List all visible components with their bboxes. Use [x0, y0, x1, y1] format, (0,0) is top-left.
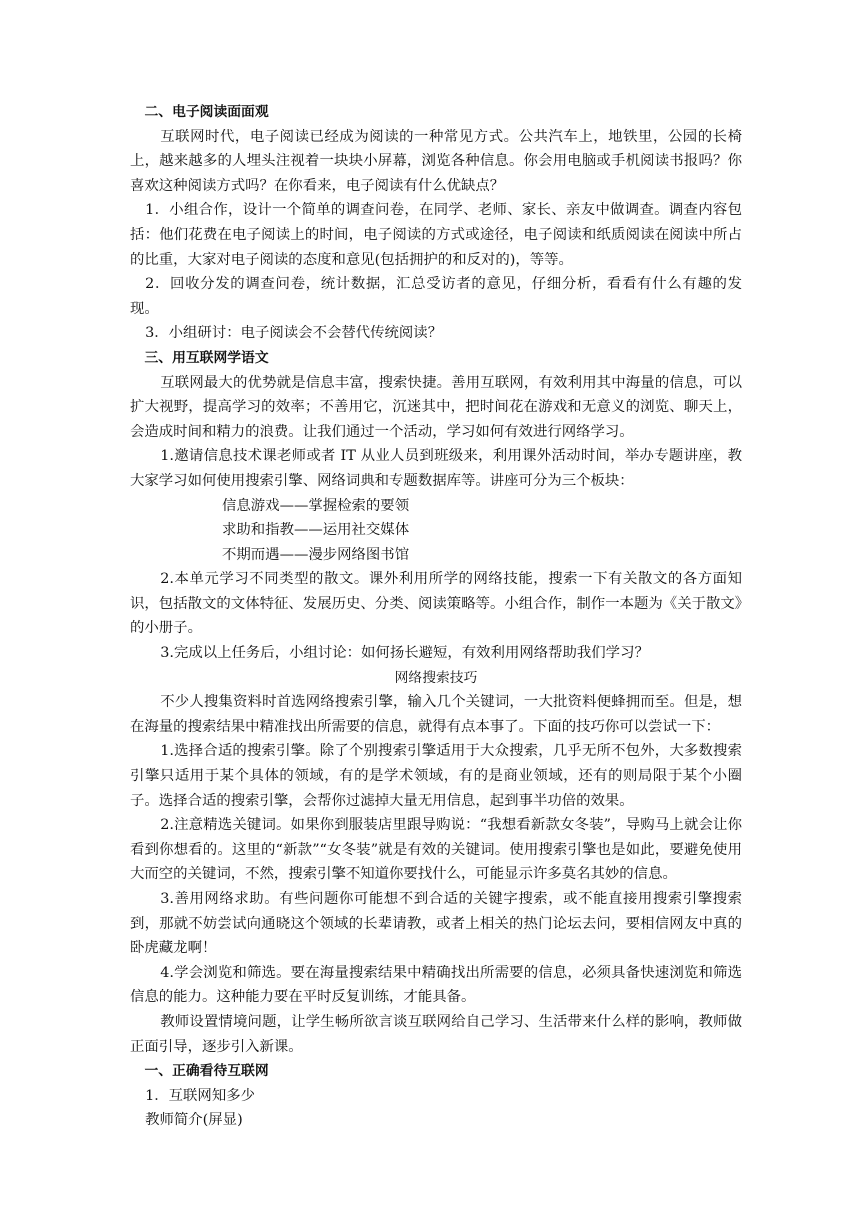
tip-1: 1.选择合适的搜索引擎。除了个别搜索引擎适用于大众搜索，几乎无所不包外，大多数搜索引擎只适用于某个具体的领域，有的是学术领域，有的是商业领域，还有的则局限于某个小圈子。选择合适的搜索引擎，会帮你过滤掉大量无用信息，起到事半功倍的效果。 [130, 743, 742, 809]
section1-sub: 1．互联网知多少 [145, 1087, 256, 1104]
tip-4: 4.学会浏览和筛选。要在海量搜索结果中精确找出所需要的信息，必须具备快速浏览和筛选信息的能力。这种能力要在平时反复训练，才能具备。 [130, 964, 742, 1006]
section3-heading: 三、用互联网学语文 [144, 349, 269, 366]
section3-item3: 3.完成以上任务后，小组讨论：如何扬长避短，有效利用网络帮助我们学习？ [160, 645, 649, 662]
tips-intro: 不少人搜集资料时首选网络搜索引擎，输入几个关键词，一大批资料便蜂拥而至。但是，想在海量的搜索结果中精准找出所需要的信息，就得有点本事了。下面的技巧你可以尝试一下： [130, 694, 742, 735]
tips-title: 网络搜索技巧 [394, 669, 478, 686]
section3-item1: 1.邀请信息技术课老师或者 IT 从业人员到班级来，利用课外活动时间，举办专题讲座，教大家学习如何使用搜索引擎、网络词典和专题数据库等。讲座可分为三个板块： [130, 448, 742, 489]
section1-line: 教师简介(屏显) [145, 1112, 243, 1129]
teacher-note: 教师设置情境问题，让学生畅所欲言谈互联网给自己学习、生活带来什么样的影响，教师做正面引导，逐步引入新课。 [130, 1013, 742, 1055]
section3-item2: 2.本单元学习不同类型的散文。课外利用所学的网络技能，搜索一下有关散文的各方面知识，包括散文的文体特征、发展历史、分类、阅读策略等。小组合作，制作一本题为《关于散文》的小册子。 [130, 571, 742, 637]
tip-3: 3.善用网络求助。有些问题你可能想不到合适的关键字搜索，或不能直接用搜索引擎搜索到，那就不妨尝试向通晓这个领域的长辈请教，或者上相关的热门论坛去问，要相信网友中真的卧虎藏龙啊！ [130, 891, 742, 957]
document-page [130, 100, 742, 1133]
board-item: 不期而遇——漫步网络图书馆 [222, 546, 410, 563]
section2-item3: 3．小组研讨：电子阅读会不会替代传统阅读？ [145, 325, 443, 342]
tip-2: 2.注意精选关键词。如果你到服装店里跟导购说：“我想看新款女冬装”，导购马上就会让你看到你想看的。这里的“新款”“女冬装”就是有效的关键词。使用搜索引擎也是如此，要避免使用大而空的关键词，不然，搜索引擎不知道你要找什么，可能显示许多莫名其妙的信息。 [130, 817, 742, 883]
section2-heading: 二、电子阅读面面观 [144, 104, 269, 120]
section2-item1: 1．小组合作，设计一个简单的调查问卷，在同学、老师、家长、亲友中做调查。调查内容包括：他们花费在电子阅读上的时间，电子阅读的方式或途径，电子阅读和纸质阅读在阅读中所占的比重，大家对电子阅读的态度和意见(包括拥护的和反对的)，等等。 [130, 202, 742, 268]
section3-intro: 互联网最大的优势就是信息丰富，搜索快捷。善用互联网，有效利用其中海量的信息，可以扩大视野，提高学习的效率；不善用它，沉迷其中，把时间花在游戏和无意义的浏览、聊天上，会造成时间和精力的浪费。让我们通过一个活动，学习如何有效进行网络学习。 [130, 374, 742, 440]
section2-item2: 2．回收分发的调查问卷，统计数据，汇总受访者的意见，仔细分析，看看有什么有趣的发现。 [130, 276, 742, 317]
section1-heading: 一、正确看待互联网 [144, 1063, 269, 1080]
board-item: 求助和指教——运用社交媒体 [222, 522, 410, 539]
section2-intro: 互联网时代，电子阅读已经成为阅读的一种常见方式。公共汽车上，地铁里，公园的长椅上，越来越多的人埋头注视着一块块小屏幕，浏览各种信息。你会用电脑或手机阅读书报吗？你喜欢这种阅读方式吗？在你看来，电子阅读有什么优缺点？ [130, 128, 742, 194]
board-item: 信息游戏——掌握检索的要领 [222, 497, 410, 514]
